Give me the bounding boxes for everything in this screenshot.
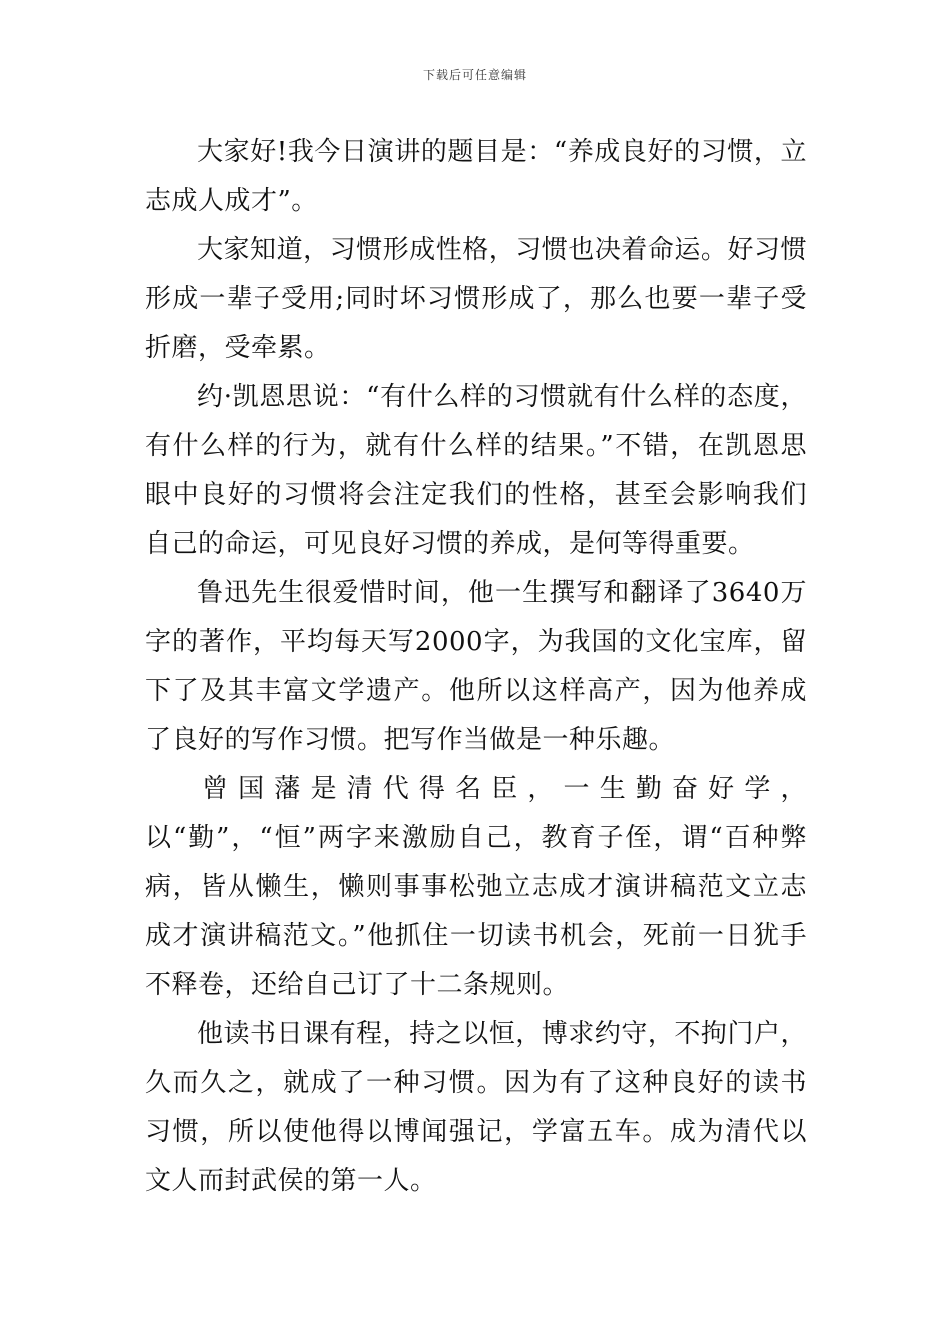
paragraph-habits: 大家知道，习惯形成性格，习惯也决着命运。好习惯形成一辈子受用;同时坏习惯形成了，那么也要一辈子受折磨，受牵累。	[145, 235, 807, 363]
paragraph-quote: 约·凯恩思说：“有什么样的习惯就有什么样的态度，有什么样的行为，就有什么样的结果。”不错，在凯恩思眼中良好的习惯将会注定我们的性格，甚至会影响我们自己的命运，可见良好习惯的养成，是何等得重要。	[145, 382, 807, 559]
paragraph-reading-habit: 他读书日课有程，持之以恒，博求约守，不拘门户，久而久之，就成了一种习惯。因为有了这种良好的读书习惯，所以使他得以博闻强记，学富五车。成为清代以文人而封武侯的第一人。	[145, 1019, 807, 1196]
paragraph-greeting: 大家好!我今日演讲的题目是：“养成良好的习惯，立志成人成才”。	[145, 137, 807, 216]
document-body	[145, 128, 807, 1206]
header-note: 下载后可任意编辑	[422, 68, 527, 82]
paragraph-lu-xun: 鲁迅先生很爱惜时间，他一生撰写和翻译了3640万字的著作，平均每天写2000字，为我国的文化宝库，留下了及其丰富文学遗产。他所以这样高产，因为他养成了良好的写作习惯。把写作当做是一种乐趣。	[145, 578, 807, 755]
paragraph-zeng-guofan: 曾国藩是清代得名臣，一生勤奋好学，以“勤”，“恒”两字来激励自己，教育子侄，谓“百种弊病，皆从懒生，懒则事事松弛立志成才演讲稿范文立志成才演讲稿范文。”他抓住一切读书机会，死前一日犹手不释卷，还给自己订了十二条规则。	[145, 774, 807, 1000]
